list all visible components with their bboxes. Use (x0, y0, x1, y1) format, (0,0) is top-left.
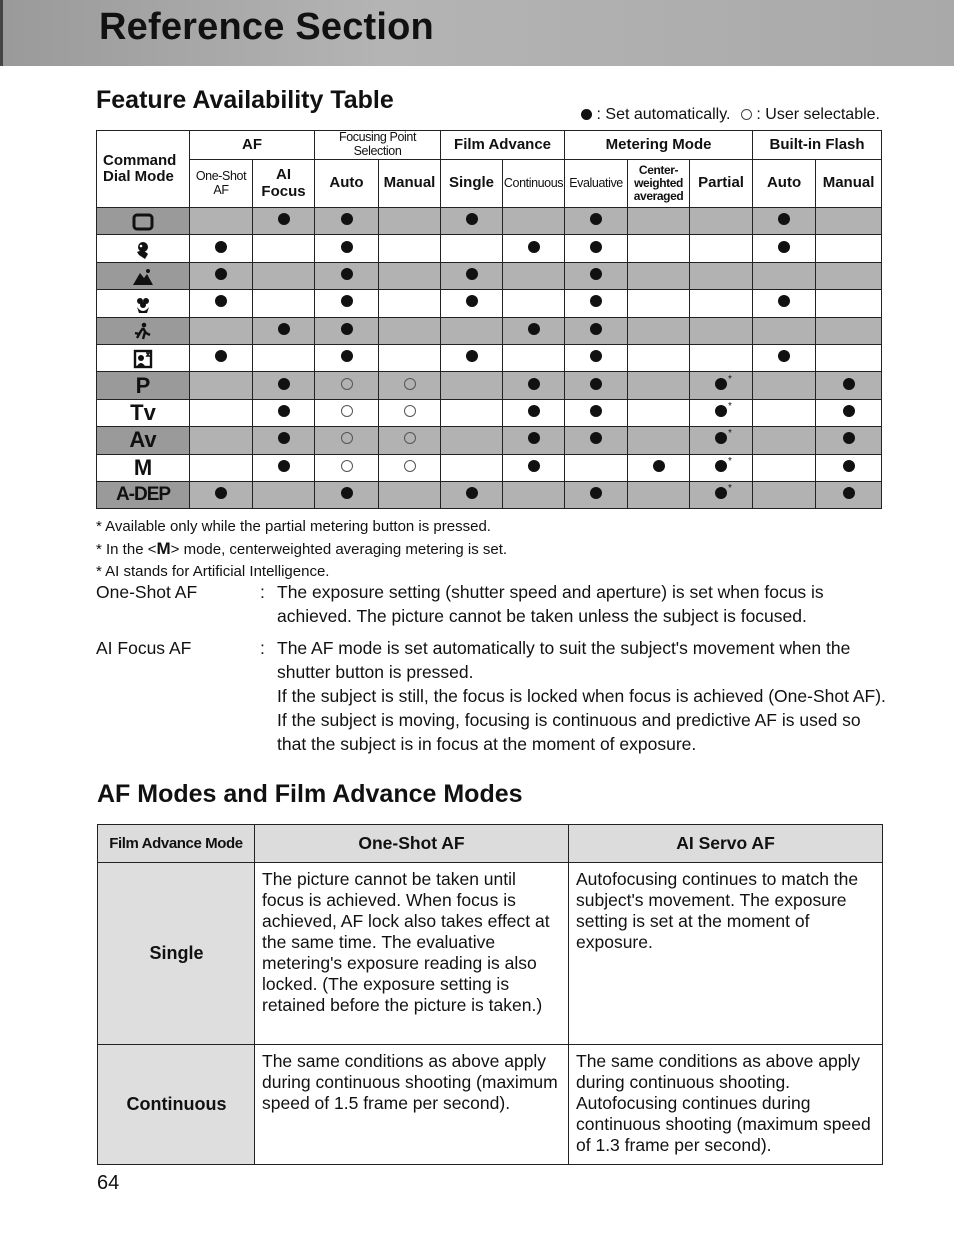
cell-flash-manual (816, 372, 882, 399)
cell-af-ai-focus (253, 344, 315, 371)
cell-meter-evaluative (565, 290, 628, 317)
cell-af-ai-focus (253, 372, 315, 399)
feature-table-body (97, 208, 882, 509)
cell-meter-center-weighted (628, 235, 690, 262)
cell-af-ai-focus (253, 399, 315, 426)
cell-meter-evaluative (565, 317, 628, 344)
mode-label: Av (97, 427, 190, 454)
auto-dot-icon (653, 460, 665, 472)
auto-dot-icon (843, 405, 855, 417)
af-table-title: AF Modes and Film Advance Modes (97, 780, 523, 808)
cell-meter-evaluative (565, 454, 628, 481)
cell-fps-auto (315, 208, 379, 235)
cell-meter-center-weighted (628, 208, 690, 235)
cell-fps-auto (315, 235, 379, 262)
auto-dot-icon (278, 405, 290, 417)
cell-fps-manual (379, 317, 441, 344)
cell-one-shot: The same conditions as above apply during continuous shooting (maximum speed of 1.5 frame per second). (255, 1045, 569, 1165)
cell-fps-auto (315, 454, 379, 481)
header-film-advance: Film Advance (441, 131, 565, 160)
cell-af-one-shot (190, 290, 253, 317)
header-built-in-flash: Built-in Flash (753, 131, 882, 160)
cell-film-single (441, 399, 503, 426)
auto-dot-icon (341, 268, 353, 280)
cell-ai-servo: Autofocusing continues to match the subject's movement. The exposure setting is set at the moment of exposure. (569, 863, 883, 1045)
cell-af-one-shot (190, 399, 253, 426)
header-metering-mode: Metering Mode (565, 131, 753, 160)
cell-af-ai-focus (253, 454, 315, 481)
table-row (98, 1045, 883, 1165)
cell-meter-partial (690, 317, 753, 344)
cell-film-continuous (503, 317, 565, 344)
definition-text-block (277, 636, 887, 756)
asterisk-mark: * (728, 483, 732, 495)
cell-flash-auto (753, 344, 816, 371)
selectable-ring-icon (404, 378, 416, 390)
cell-meter-center-weighted (628, 481, 690, 508)
cell-af-ai-focus (253, 290, 315, 317)
cell-meter-evaluative (565, 372, 628, 399)
footnote-ai: * AI stands for Artificial Intelligence. (96, 563, 330, 580)
auto-dot-icon (778, 350, 790, 362)
definition-text-extra: If the subject is still, the focus is locked when focus is achieved (One-Shot AF). If the subject is moving, focusing is continuous and predictive AF is used so that the subject is in focus at the moment of exposure. (277, 686, 886, 754)
cell-film-continuous (503, 427, 565, 454)
auto-dot-icon (778, 295, 790, 307)
selectable-ring-icon (404, 405, 416, 417)
definition-colon: : (260, 638, 265, 658)
cell-meter-center-weighted (628, 427, 690, 454)
cell-af-one-shot (190, 454, 253, 481)
row-mode-continuous: Continuous (98, 1045, 255, 1165)
cell-meter-center-weighted (628, 262, 690, 289)
cell-flash-manual (816, 454, 882, 481)
header-continuous: Continuous (503, 160, 565, 208)
cell-meter-partial (690, 235, 753, 262)
cell-film-continuous (503, 372, 565, 399)
cell-af-one-shot (190, 262, 253, 289)
auto-dot-icon (590, 268, 602, 280)
cell-meter-partial (690, 481, 753, 508)
table-row (97, 262, 882, 289)
night-portrait-icon (97, 344, 190, 371)
cell-meter-evaluative (565, 481, 628, 508)
cell-meter-center-weighted (628, 317, 690, 344)
feature-availability-table (96, 130, 882, 509)
cell-flash-auto (753, 399, 816, 426)
footnote-mode-symbol: M (156, 539, 171, 558)
cell-film-continuous (503, 481, 565, 508)
selectable-ring-icon (341, 432, 353, 444)
cell-film-continuous (503, 454, 565, 481)
auto-dot-icon (528, 460, 540, 472)
cell-meter-center-weighted (628, 290, 690, 317)
section-banner (0, 0, 954, 66)
legend (581, 106, 880, 124)
definition-one-shot (96, 580, 886, 640)
table-row (97, 235, 882, 262)
cell-flash-auto (753, 262, 816, 289)
cell-meter-evaluative (565, 262, 628, 289)
cell-fps-manual (379, 290, 441, 317)
cell-meter-partial (690, 290, 753, 317)
cell-film-single (441, 372, 503, 399)
cell-meter-center-weighted (628, 372, 690, 399)
cell-one-shot: The picture cannot be taken until focus is achieved. When focus is achieved, AF lock also takes effect at the same time. The evaluative metering's exposure reading is also locked. (The exposure setting is retained before the picture is taken.) (255, 863, 569, 1045)
cell-film-single (441, 344, 503, 371)
closeup-icon (97, 290, 190, 317)
cell-meter-evaluative (565, 235, 628, 262)
cell-meter-center-weighted (628, 399, 690, 426)
landscape-icon (97, 262, 190, 289)
cell-af-ai-focus (253, 317, 315, 344)
auto-dot-icon (278, 378, 290, 390)
auto-dot-icon (341, 487, 353, 499)
selectable-ring-icon (341, 378, 353, 390)
footnote-manual-mode (96, 538, 507, 561)
selectable-ring-icon (741, 109, 752, 120)
cell-ai-servo: The same conditions as above apply during continuous shooting. Autofocusing continues during continuous shooting (maximum speed of 1.3 frame per second). (569, 1045, 883, 1165)
auto-dot-icon (590, 487, 602, 499)
feature-table-title: Feature Availability Table (96, 86, 394, 114)
definition-ai-focus (96, 636, 886, 756)
auto-dot-icon (590, 323, 602, 335)
auto-dot-icon (215, 241, 227, 253)
auto-dot-icon (466, 350, 478, 362)
footnotes (96, 516, 507, 583)
page-number: 64 (97, 1172, 120, 1194)
auto-dot-icon (590, 378, 602, 390)
cell-flash-manual (816, 262, 882, 289)
selectable-ring-icon (341, 405, 353, 417)
auto-dot-icon (278, 460, 290, 472)
header-focusing-point-selection: Focusing Point Selection (315, 131, 441, 160)
cell-flash-manual (816, 427, 882, 454)
auto-dot-icon (215, 295, 227, 307)
header-command-dial-mode: Command Dial Mode (97, 131, 190, 208)
cell-meter-partial (690, 372, 753, 399)
cell-film-single (441, 290, 503, 317)
cell-film-continuous (503, 344, 565, 371)
cell-meter-partial (690, 208, 753, 235)
cell-fps-manual (379, 235, 441, 262)
header-af: AF (190, 131, 315, 160)
auto-dot-icon (215, 350, 227, 362)
cell-flash-manual (816, 235, 882, 262)
auto-dot-icon (590, 295, 602, 307)
footnote-text: > mode, centerweighted averaging metering is set. (170, 541, 508, 558)
auto-dot-icon (590, 213, 602, 225)
auto-dot-icon (715, 428, 732, 444)
cell-meter-partial (690, 344, 753, 371)
auto-dot-icon (341, 241, 353, 253)
auto-dot-icon (528, 378, 540, 390)
auto-dot-icon (341, 213, 353, 225)
header-fps-auto: Auto (315, 160, 379, 208)
auto-dot-icon (466, 295, 478, 307)
row-mode-single: Single (98, 863, 255, 1045)
auto-dot-icon (843, 432, 855, 444)
cell-flash-manual (816, 208, 882, 235)
asterisk-mark: * (728, 373, 732, 385)
cell-fps-manual (379, 262, 441, 289)
cell-fps-auto (315, 344, 379, 371)
cell-fps-auto (315, 372, 379, 399)
cell-flash-manual (816, 344, 882, 371)
cell-meter-center-weighted (628, 344, 690, 371)
cell-flash-auto (753, 317, 816, 344)
auto-dot-icon (528, 323, 540, 335)
cell-fps-auto (315, 399, 379, 426)
cell-flash-auto (753, 208, 816, 235)
definition-term: AI Focus AF (96, 638, 192, 658)
cell-flash-auto (753, 372, 816, 399)
cell-flash-auto (753, 481, 816, 508)
auto-dot-icon (341, 295, 353, 307)
auto-dot-icon (715, 483, 732, 499)
cell-fps-manual (379, 427, 441, 454)
mode-label: M (97, 454, 190, 481)
section-title: Reference Section (99, 6, 434, 48)
cell-af-ai-focus (253, 481, 315, 508)
auto-dot-icon (843, 378, 855, 390)
mode-label: A-DEP (97, 481, 190, 508)
cell-meter-evaluative (565, 399, 628, 426)
auto-dot-icon (341, 350, 353, 362)
header-single: Single (441, 160, 503, 208)
table-row (97, 317, 882, 344)
selectable-ring-icon (341, 460, 353, 472)
auto-dot-icon (590, 241, 602, 253)
table-row (97, 481, 882, 508)
cell-film-single (441, 427, 503, 454)
header-evaluative: Evaluative (565, 160, 628, 208)
auto-dot-icon (778, 213, 790, 225)
cell-meter-evaluative (565, 427, 628, 454)
asterisk-mark: * (728, 455, 732, 467)
auto-dot-icon (843, 460, 855, 472)
cell-flash-auto (753, 290, 816, 317)
header-film-advance-mode: Film Advance Mode (98, 825, 255, 863)
auto-dot-icon (528, 241, 540, 253)
definition-text: The AF mode is set automatically to suit the subject's movement when the shutter button is pressed. (277, 638, 851, 682)
auto-dot-icon (778, 241, 790, 253)
cell-film-continuous (503, 399, 565, 426)
legend-auto-text: : Set automatically. (596, 106, 731, 123)
header-fps-manual: Manual (379, 160, 441, 208)
cell-film-continuous (503, 208, 565, 235)
selectable-ring-icon (404, 432, 416, 444)
auto-dot-icon (466, 268, 478, 280)
cell-af-one-shot (190, 427, 253, 454)
mode-label: P (97, 372, 190, 399)
cell-af-ai-focus (253, 262, 315, 289)
auto-dot-icon (843, 487, 855, 499)
cell-fps-manual (379, 399, 441, 426)
cell-flash-manual (816, 290, 882, 317)
footnote-partial: * Available only while the partial metering button is pressed. (96, 518, 491, 535)
cell-film-single (441, 208, 503, 235)
cell-fps-auto (315, 427, 379, 454)
portrait-icon (97, 235, 190, 262)
definition-term: One-Shot AF (96, 582, 198, 602)
auto-dot-icon (215, 268, 227, 280)
cell-fps-auto (315, 262, 379, 289)
header-one-shot-af: One-Shot AF (190, 160, 253, 208)
cell-film-continuous (503, 235, 565, 262)
legend-user-text: : User selectable. (756, 106, 880, 123)
asterisk-mark: * (728, 428, 732, 440)
cell-flash-manual (816, 317, 882, 344)
cell-fps-auto (315, 481, 379, 508)
cell-af-one-shot (190, 235, 253, 262)
cell-af-one-shot (190, 208, 253, 235)
auto-dot-icon (581, 109, 592, 120)
cell-film-single (441, 235, 503, 262)
cell-af-ai-focus (253, 208, 315, 235)
cell-flash-auto (753, 454, 816, 481)
mode-label: Tv (97, 399, 190, 426)
cell-meter-partial (690, 262, 753, 289)
header-one-shot-af: One-Shot AF (255, 825, 569, 863)
table-row (97, 399, 882, 426)
cell-fps-auto (315, 317, 379, 344)
auto-dot-icon (215, 487, 227, 499)
definition-text: The exposure setting (shutter speed and aperture) is set when focus is achieved. The picture cannot be taken unless the subject is focused. (277, 582, 824, 626)
asterisk-mark: * (728, 400, 732, 412)
cell-flash-manual (816, 481, 882, 508)
cell-fps-manual (379, 454, 441, 481)
auto-dot-icon (590, 350, 602, 362)
cell-film-continuous (503, 262, 565, 289)
auto-dot-icon (341, 323, 353, 335)
auto-dot-icon (715, 373, 732, 390)
cell-film-single (441, 454, 503, 481)
cell-af-one-shot (190, 317, 253, 344)
table-row (97, 454, 882, 481)
cell-film-continuous (503, 290, 565, 317)
cell-meter-center-weighted (628, 454, 690, 481)
cell-meter-evaluative (565, 208, 628, 235)
auto-dot-icon (715, 455, 732, 472)
auto-dot-icon (715, 400, 732, 417)
table-row (97, 427, 882, 454)
cell-flash-manual (816, 399, 882, 426)
definition-colon: : (260, 582, 265, 602)
header-ai-focus: AI Focus (253, 160, 315, 208)
table-row (97, 290, 882, 317)
cell-af-one-shot (190, 344, 253, 371)
auto-dot-icon (466, 213, 478, 225)
sports-icon (97, 317, 190, 344)
cell-flash-auto (753, 235, 816, 262)
auto-dot-icon (278, 432, 290, 444)
header-partial: Partial (690, 160, 753, 208)
cell-af-one-shot (190, 372, 253, 399)
cell-film-single (441, 317, 503, 344)
auto-dot-icon (466, 487, 478, 499)
table-row (97, 372, 882, 399)
cell-fps-manual (379, 344, 441, 371)
cell-af-one-shot (190, 481, 253, 508)
table-row (98, 863, 883, 1045)
full-auto-icon (97, 208, 190, 235)
selectable-ring-icon (404, 460, 416, 472)
cell-meter-partial (690, 454, 753, 481)
header-flash-manual: Manual (816, 160, 882, 208)
header-flash-auto: Auto (753, 160, 816, 208)
auto-dot-icon (528, 405, 540, 417)
header-ai-servo-af: AI Servo AF (569, 825, 883, 863)
cell-fps-manual (379, 481, 441, 508)
af-modes-table (97, 824, 883, 1165)
cell-fps-auto (315, 290, 379, 317)
cell-meter-evaluative (565, 344, 628, 371)
cell-fps-manual (379, 372, 441, 399)
auto-dot-icon (278, 323, 290, 335)
table-row (97, 208, 882, 235)
table-row (97, 344, 882, 371)
cell-af-ai-focus (253, 235, 315, 262)
auto-dot-icon (590, 405, 602, 417)
cell-af-ai-focus (253, 427, 315, 454)
cell-meter-partial (690, 427, 753, 454)
auto-dot-icon (278, 213, 290, 225)
footnote-text: * In the < (96, 541, 157, 558)
cell-film-single (441, 481, 503, 508)
auto-dot-icon (590, 432, 602, 444)
header-center-weighted: Center- weighted averaged (628, 160, 690, 208)
cell-film-single (441, 262, 503, 289)
cell-meter-partial (690, 399, 753, 426)
cell-flash-auto (753, 427, 816, 454)
cell-fps-manual (379, 208, 441, 235)
auto-dot-icon (528, 432, 540, 444)
